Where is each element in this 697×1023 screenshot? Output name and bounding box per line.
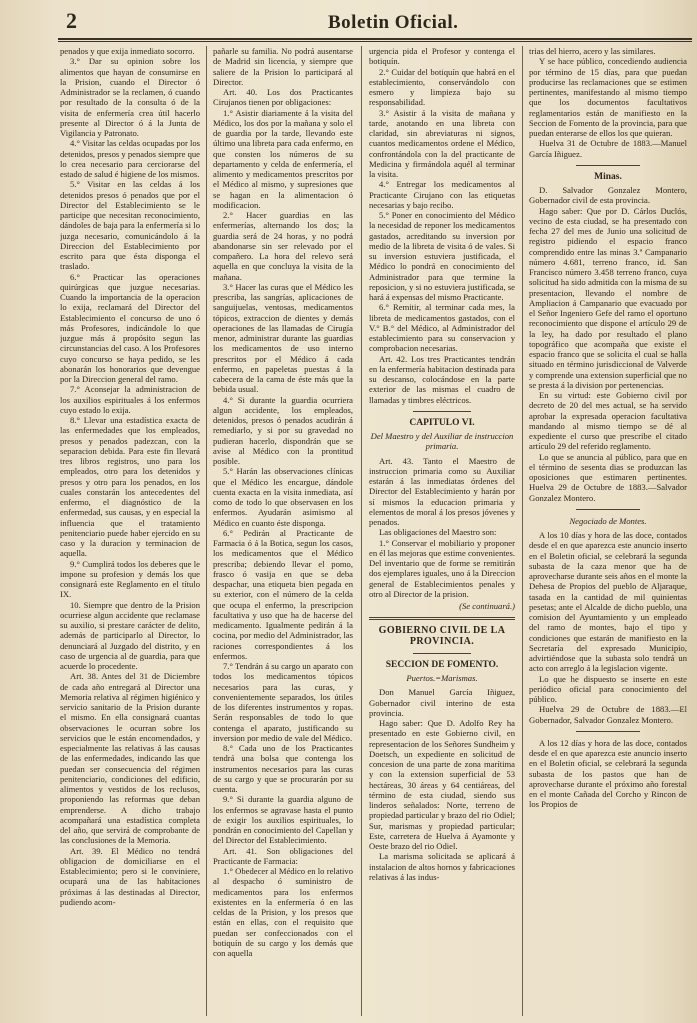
column-4	[529, 46, 687, 1016]
paragraph: A los 12 días y hora de las doce, contados desde el en que aparezca este anuncio inserto en el Boletin oficial, se celebrará la segunda subasta de los pastos que han de aprovecharse durante el próximo año forestal en el monte Cañada del Corcho y Rincon de los Propios de	[529, 737, 687, 810]
section-heading: GOBIERNO CIVIL DE LA PROVINCIA.	[378, 625, 506, 647]
paragraph: 7.° Tendrán á su cargo un aparato con todos los medicamentos tópicos necesarios para las curas, y convenientemente separados, los útiles de los diferentes instrumentos y ropas. Serán responsables de todo lo que contenga el aparato, justificando su inversion por medio de vale del Médico.	[213, 661, 353, 743]
paragraph: La marisma solicitada se aplicará á instalacion de altos hornos y fabricaciones relativas á las indus-	[369, 851, 515, 882]
paragraph: 2.° Cuidar del botiquín que habrá en el establecimiento, conservándolo con esmero y limpieza bajo su responsabilidad.	[369, 66, 515, 108]
page-number: 2	[66, 8, 77, 33]
paragraph: Hago saber: Que por D. Cárlos Duclós, vecino de esta ciudad, se ha presentado con fecha 27 del mes de Junio una solicitud de registro pidiendo el espacio franco comprendido entre las minas 3.ª Campanario número 4.681, terreno franco, id. San Francisco número 3.458 terreno franco, cuya solicitud ha sido admitida con la misma de su presentacion, llevando el nombre de Ampliacion á Campanario que evacuado por el Señor Ingeniero Gefe del ramo el oportuno reconocimiento que dispone el artículo 29 de la ley, ha dado por resultado el plano topográfico que acompaña que existe el espacio franco que se solicita el cual se halla situado en término jurisdiccional de Valverde y comprende una extension superficial que no se presta á la division por pertenencias.	[529, 205, 687, 390]
paragraph: 8.° Llevar una estadística exacta de las enfermedades que los empleados, presos y penados padezcan, con la separacion debida. Para este fin llevará tres libros registros, uno para los empleados, otro para los detenidos y presos y otro para los penados, en los cuales constarán los antecedentes del enfermo, el diagnóstico de la enfermedad, sus causas, y en especial la influencia que el tratamiento penitenciario puede haber ejercido en su caso y la duracion y terminacion de aquella.	[60, 415, 200, 559]
paragraph: 5.° Poner en conocimiento del Médico la necesidad de reponer los medicamentos gastados, acreditando su inversion por medio de la libreta de visita ó de vales. Si su inversion estuviera justificada, el Médico lo pondrá en conocimiento del Administrador para que termine la reposicion, y si no estuviera justificada, se hará á expensas del mismo Practicante.	[369, 210, 515, 302]
column-2	[213, 46, 353, 1016]
divider	[413, 653, 471, 654]
paragraph: Art. 41. Son obligaciones del Practicante de Farmacia:	[213, 845, 353, 866]
header-rule-thin	[58, 41, 692, 42]
paragraph: 4.° Visitar las celdas ocupadas por los detenidos, presos y penados siempre que lo crea necesario para cerciorarse del estado de salud é higiene de los mismos.	[60, 138, 200, 179]
paragraph: 6.° Remitir, al terminar cada mes, la libreta de medicamentos gastados, con el V.° B.° del Médico, al Administrador del establecimiento para su conservacion y comprobacion necesarias.	[369, 302, 515, 354]
paragraph: Lo que se anuncia al público, para que en el término de sesenta dias se produzcan las oposiciones que estimaren pertinentes. Huelva 29 de Octubre de 1883.—Salvador Gonzalez Montero.	[529, 451, 687, 503]
paragraph: 3.° Dar su opinion sobre los alimentos que hayan de consumirse en la Prision, cuando el Director ó Administrador se la reclamen, ó cuando por resultado de la consulta ó de la visita de enfermería crea útil hacerlo presente al Director ó á la Junta de Vigilancia y Patronato.	[60, 56, 200, 138]
paragraph: 6.° Pedirán al Practicante de Farmacia ó á la Botica, segun los casos, los medicamentos que el Médico prescriba; debiendo llevar el pomo, frasco ó vasija en que se deba despachar, una etiqueta bien pegada en su exterior, con el número de la celda que ocupa el enfermo, la prescripcion facultativa y uso que ha de hacerse del medicamento. Igualmente pedirán á la cocina, por medio del Administrador, las raciones correspondientes á los enfermos.	[213, 527, 353, 661]
header-rule	[58, 38, 692, 40]
column-divider	[361, 46, 362, 1016]
paragraph: 7.° Aconsejar la administracion de los auxilios espirituales á los enfermos cuyo estado lo exija.	[60, 384, 200, 415]
montes-heading: Negociado de Montes.	[569, 515, 647, 526]
paragraph: 4.° Entregar los medicamentos al Practicante Cirujano con las etiquetas necesarias y bajo recibo.	[369, 179, 515, 210]
paragraph: Don Manuel García Iñiguez, Gobernador civil interino de esta provincia.	[369, 687, 515, 718]
column-divider	[522, 46, 523, 1016]
minas-heading: Minas.	[594, 171, 622, 182]
continued-note: (Se continuará.)	[459, 601, 515, 611]
paragraph: En su virtud: este Gobierno civil por decreto de 20 del mes actual, se ha servido aprobar la expresada operacion facultativa mandando al mismo tiempo se dé al expediente el curso que prescribe el citado artículo 29 del referido reglamento.	[529, 390, 687, 452]
column-divider	[206, 46, 207, 1016]
page-title: Boletin Oficial.	[328, 12, 459, 33]
paragraph: Art. 40. Los dos Practicantes Cirujanos tienen por obligaciones:	[213, 87, 353, 108]
paragraph: 1.° Obedecer al Médico en lo relativo al despacho ó suministro de medicamentos para los enfermos existentes en la enfermería ó en las celdas de la Prision, y los presos que están en ellas, con el requisito que puedan ser confeccionados con el botiquín de su cargo y los demás que con aquella	[213, 866, 353, 958]
page-header	[58, 6, 690, 38]
paragraph: 2.° Hacer guardias en las enfermerías, alternando los dos; la guardia será de 24 horas, y no podrá abandonarse sin ser relevado por el compañero. La hora del relevo será aquella en que concluya la visita de la mañana.	[213, 210, 353, 282]
paragraph: Art. 38. Antes del 31 de Diciembre de cada año entregará al Director una Memoria relativa al régimen higiénico y servicio sanitario de la Prision durante el mismo. En ella consignará cuantas observaciones le ocurran sobre los servicios que le están encomendados, y especialmente las relativas á las causas de las enfermedades, indicando las que puedan ser consecuencia del régimen penitenciario, condiciones del edificio, alimentos y vestidos de los reclusos, proponiendo las reformas que deban emprenderse. A dicho trabajo acompañará una estadística completa del año, que servirá de comprobante de las conclusiones de la Memoria.	[60, 671, 200, 846]
divider	[369, 617, 515, 620]
divider	[576, 509, 639, 510]
paragraph: Y se hace público, concediendo audiencia por término de 15 días, para que puedan producirse las reclamaciones que se estimen pertinentes, manifestando al mismo tiempo que los documentos facultativos reglamentarios están de manifiesto en la Seccion de Fomento de la provincia, para que puedan enterarse de ellos los que quieran.	[529, 56, 687, 138]
paragraph: Las obligaciones del Maestro son:	[379, 527, 497, 538]
paragraph: 4.° Si durante la guardia ocurriera algun accidente, los empleados, detenidos, presos ó penados acudirán á remediarlo, y si por su gravedad no pudieran hacerlo, dispondrán que se avise al Médico con la prontitud posible.	[213, 394, 353, 466]
paragraph: pañarle su familia. No podrá ausentarse de Madrid sin licencia, y siempre que saliere de la Prision lo participará al Director.	[213, 46, 353, 87]
paragraph: D. Salvador Gonzalez Montero, Gobernador civil de esta provincia.	[529, 185, 687, 206]
paragraph: 6.° Practicar las operaciones quirúrgicas que juzgue necesarias. Cuando la importancia de la operacion lo exija, reclamará del Director del Establecimiento el concurso de uno ó más Profesores, indicándole lo que juzgue más á propósito segun las circunstancias del caso. A los Profesores cuyo concurso se haya pedido, se les abonarán los honorarios que devengue por la Direccion general del ramo.	[60, 271, 200, 384]
paragraph: 3.° Hacer las curas que el Médico les prescriba, las sangrías, aplicaciones de sanguijuelas, ventosas, medicamentos tópicos, extraccion de dientes y demás operaciones de las llamadas de Cirugía menor, administrar durante las guardias los medicamentos de uso interno prescritos por el Médico á cada enfermo, en papeletas puestas á la cabecera de la cama de éste más que la bebida usual.	[213, 281, 353, 395]
divider	[413, 411, 471, 412]
paragraph: 5.° Harán las observaciones clínicas que el Médico les encargue, dándole cuenta exacta en la visita inmediata, así como de todo lo que observasen en los enfermos. Ayudarán asimismo al Médico en cuanto éste disponga.	[213, 466, 353, 528]
section-subheading: SECCION DE FOMENTO.	[385, 659, 499, 670]
paragraph: Lo que he dispuesto se inserte en este periódico oficial para conocimiento del público.	[529, 673, 687, 704]
paragraph: 8.° Cada uno de los Practicantes tendrá una bolsa que contenga los instrumentos necesarios para las curas de su cargo y que se procurarán por su cuenta.	[213, 743, 353, 794]
paragraph: Art. 42. Los tres Practicantes tendrán en la enfermería habitacion destinada para su descanso, colocándose en la parte exterior de las mismas el cuadro de llamadas y timbres eléctricos.	[369, 353, 515, 405]
chapter-heading: CAPITULO VI.	[409, 417, 475, 428]
paragraph: 10. Siempre que dentro de la Prision ocurriese algun accidente que reclamase su auxilio, si prestare carácter de delito, además de participarlo al Director, lo denunciará al Juzgado del distrito, y en caso de urgencia al de guardia, para que acuerde lo procedente.	[60, 599, 200, 671]
paragraph: 1.° Asistir diariamente á la visita del Médico, los dos por la mañana y solo el de guardia por la tarde, llevando este último una libreta para cada enfermo, en que consten los números de su departamento y celda de enfermería, el alimento y medicamentos prescritos por el Médico al mismo, y supresiones que se hagan en la alimentacion ó modificacion.	[213, 107, 353, 210]
column-1	[60, 46, 200, 1016]
paragraph: urgencia pida el Profesor y contenga el botiquín.	[369, 46, 515, 67]
paragraph: 3.° Asistir á la visita de mañana y tarde, anotando en una libreta con claridad, sin abreviaturas ni signos, cuantos medicamentos ordene el Médico, confrontándola con la del practicante de Medicina y firmándola aquél al terminar la visita.	[369, 107, 515, 179]
paragraph: 9.° Si durante la guardia alguno de los enfermos se agravase hasta el punto de exigir los auxilios espirituales, lo pondrán en conocimiento del Capellan y del Director del Establecimiento.	[213, 794, 353, 846]
paragraph: 5.° Visitar en las celdas á los detenidos presos ó penados que por el Director del Establecimiento se le participe que necesitan reconocimiento, dándoles de baja para la enfermería si lo juzga necesario, comunicándolo á la Direccion del Establecimiento por escrito para que ésta disponga el traslado.	[60, 179, 200, 272]
paragraph: Hago saber: Que D. Adolfo Rey ha presentado en este Gobierno civil, en representacion de los Señores Sundheim y Doetsch, un expediente en solicitud de concesion de una parte de zona marítima y con la extension superficial de 53 hectáreas, 30 áreas y 64 centiáreas, del término de esta ciudad, siendo sus linderos señalados: Norte, terreno de propiedad particular y brazo del rio Odiel; Sur, marismas y propiedad particular; Este, carretera de Huelva á Ayamonte y Oeste brazo del rio Odiel.	[369, 718, 515, 851]
paragraph: penados y que exija inmediato socorro.	[60, 46, 195, 56]
divider	[576, 731, 639, 732]
column-3	[369, 46, 515, 1016]
paragraph: Art. 39. El Médico no tendrá obligacion de domiciliarse en el Establecimiento; pero si le conviniere, ocupará una de las habitaciones próximas á las destinadas al Director, pudiendo acom-	[60, 845, 200, 907]
paragraph: 1.° Conservar el mobiliario y proponer en él las mejoras que estime convenientes. Del inventario que de forme se remitirán dos ejemplares iguales, uno á la Direccion general de Establecimientos penales y otro al Director de la prision.	[369, 537, 515, 599]
paragraph: trias del hierro, acero y las similares.	[529, 46, 656, 56]
topic-heading: Puertos.=Marismas.	[406, 673, 478, 683]
paragraph: Huelva 29 de Octubre de 1883.—El Gobernador, Salvador Gonzalez Montero.	[529, 704, 687, 725]
chapter-subtitle: Del Maestro y del Auxiliar de instruccion primaria.	[370, 431, 514, 452]
paragraph: 9.° Cumplirá todos los deberes que le impone su profesion y demás los que consignará este Reglamento en el título IX.	[60, 558, 200, 600]
paragraph: A los 10 días y hora de las doce, contados desde el en que aparezca este anuncio inserto en el Boletin oficial, se celebrará la segunda subasta de la caza menor que ha de aprovecharse durante seis años en el monte la Dehesa de Propios del pueblo de Aljaraque, tasada en la cantidad de mil quinientas pesetas; ante el Alcalde de dicho pueblo, una comision del Ayuntamiento y un empleado del ramo de montes, bajo el tipo y condiciones que estarán de manifiesto en la Secretaría del expresado Municipio, advirtiéndose que la subasta solo tendrá un acto con arreglo á la legislacion vigente.	[529, 530, 687, 674]
divider	[576, 165, 639, 166]
paragraph: Art. 43. Tanto el Maestro de instruccion primaria como su Auxiliar estarán á las inmediatas órdenes del Director del Establecimiento y harán por sí mismos la educacion primaria y elementos de moral á los presos jóvenes y penados.	[369, 455, 515, 527]
paragraph: Huelva 31 de Octubre de 1883.—Manuel García Iñiguez.	[529, 138, 687, 159]
